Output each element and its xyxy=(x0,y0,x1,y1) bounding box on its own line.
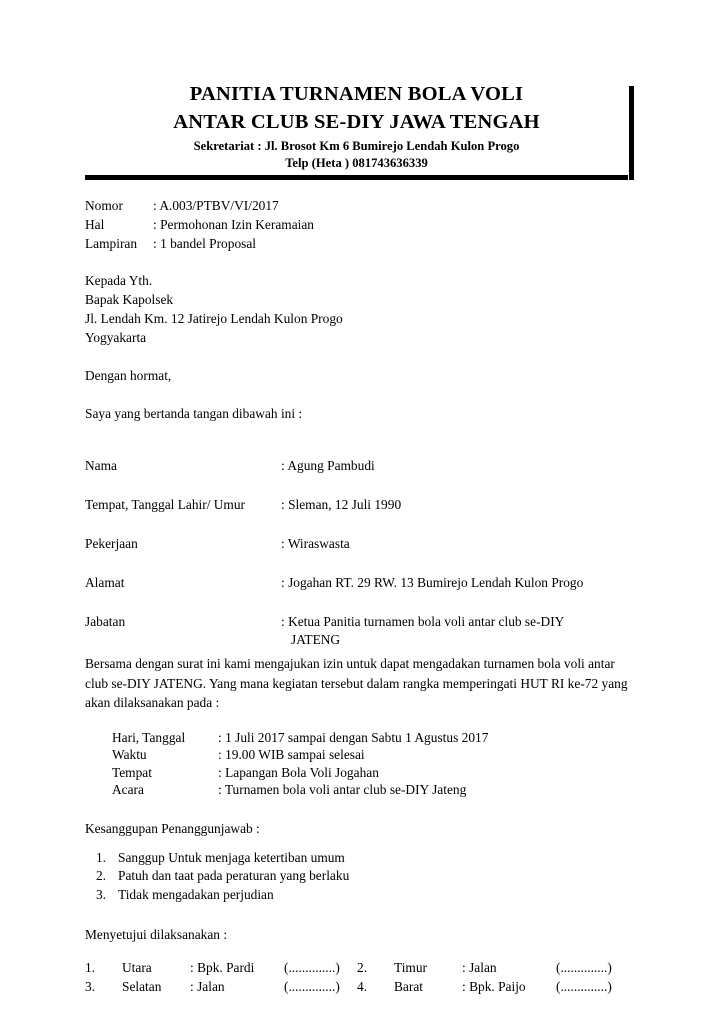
commitment-text-2: Patuh dan taat pada peraturan yang berlaku xyxy=(118,868,350,884)
detail-value-alamat: : Jogahan RT. 29 RW. 13 Bumirejo Lendah Kulon Progo xyxy=(281,575,584,590)
addressee-line-2: Bapak Kapolsek xyxy=(85,292,174,307)
approval-direction-2: Timur xyxy=(394,960,427,976)
detail-row-jabatan xyxy=(85,613,630,649)
addressee-line-4: Yogyakarta xyxy=(85,330,147,345)
approval-num-4: 4. xyxy=(357,979,368,995)
approval-title: Menyetujui dilaksanakan : xyxy=(85,927,228,943)
commitment-number-3: 3. xyxy=(95,886,106,902)
approval-name-4: : Bpk. Paijo xyxy=(462,979,526,995)
commitment-number-1: 1. xyxy=(95,849,106,865)
approval-direction-3: Selatan xyxy=(122,979,162,995)
addressee-block xyxy=(85,271,630,347)
reference-row-lampiran xyxy=(85,234,630,253)
reference-label-nomor: Nomor xyxy=(85,198,123,213)
approval-direction-4: Barat xyxy=(394,979,423,995)
approval-num-1: 1. xyxy=(85,960,96,976)
approval-num-3: 3. xyxy=(85,979,96,995)
letterhead-title-line1: PANITIA TURNAMEN BOLA VOLI xyxy=(189,83,524,105)
list-item xyxy=(85,867,630,886)
schedule-label-acara: Acara xyxy=(112,782,144,798)
schedule-label-tempat: Tempat xyxy=(112,764,152,780)
detail-label-nama: Nama xyxy=(85,458,117,473)
reference-row-nomor xyxy=(85,196,630,215)
approval-signature-dots-1: (..............) xyxy=(284,960,340,976)
approval-name-3: : Jalan xyxy=(190,979,225,995)
reference-row-hal xyxy=(85,215,630,234)
table-row xyxy=(85,958,630,977)
letterhead-phone: Telp (Heta ) 081743636339 xyxy=(285,156,428,171)
approval-cell-4 xyxy=(357,977,629,996)
detail-value-jabatan-line1: : Ketua Panitia turnamen bola voli antar club se-DIY xyxy=(281,614,565,629)
addressee-line-1: Kepada Yth. xyxy=(85,273,153,288)
detail-label-jabatan: Jabatan xyxy=(85,614,126,629)
schedule-value-hari-tanggal: : 1 Juli 2017 sampai dengan Sabtu 1 Agustus 2017 xyxy=(218,729,489,745)
approval-direction-1: Utara xyxy=(122,960,152,976)
approval-name-1: : Bpk. Pardi xyxy=(190,960,255,976)
schedule-row-acara xyxy=(112,781,630,799)
detail-row-nama xyxy=(85,457,630,475)
schedule-row-hari-tanggal xyxy=(112,729,630,747)
addressee-line-3: Jl. Lendah Km. 12 Jatirejo Lendah Kulon Progo xyxy=(85,311,343,326)
letter-body xyxy=(85,196,630,996)
list-item xyxy=(85,849,630,868)
letterhead-secretariat: Sekretariat : Jl. Brosot Km 6 Bumirejo Lendah Kulon Progo xyxy=(193,138,520,153)
schedule-label-waktu: Waktu xyxy=(112,747,147,763)
personal-details-block xyxy=(85,457,630,649)
approval-num-2: 2. xyxy=(357,960,368,976)
detail-label-pekerjaan: Pekerjaan xyxy=(85,536,138,551)
schedule-value-acara: : Turnamen bola voli antar club se-DIY Jateng xyxy=(218,782,467,798)
detail-value-jabatan xyxy=(281,613,630,649)
list-item xyxy=(85,886,630,905)
detail-row-pekerjaan xyxy=(85,535,630,553)
reference-value-lampiran: : 1 bandel Proposal xyxy=(153,236,257,251)
detail-value-jabatan-line2: JATENG xyxy=(291,632,341,647)
reference-value-hal: : Permohonan Izin Keramaian xyxy=(153,217,315,232)
commitment-text-3: Tidak mengadakan perjudian xyxy=(118,886,274,902)
detail-value-nama: : Agung Pambudi xyxy=(281,458,375,473)
commitment-number-2: 2. xyxy=(95,868,106,884)
schedule-label-hari-tanggal: Hari, Tanggal xyxy=(112,729,186,745)
detail-row-tempat-tanggal-lahir xyxy=(85,496,630,514)
approval-cell-3 xyxy=(85,977,357,996)
approval-signature-dots-4: (..............) xyxy=(556,979,612,995)
detail-label-alamat: Alamat xyxy=(85,575,125,590)
detail-row-alamat xyxy=(85,574,630,592)
commitment-text-1: Sanggup Untuk menjaga ketertiban umum xyxy=(118,849,345,865)
schedule-block xyxy=(112,729,630,799)
detail-value-tempat-tanggal-lahir: : Sleman, 12 Juli 1990 xyxy=(281,497,402,512)
commitments-title: Kesanggupan Penanggunjawab : xyxy=(85,820,260,836)
commitments-list xyxy=(85,849,630,905)
detail-value-pekerjaan: : Wiraswasta xyxy=(281,536,350,551)
salutation: Dengan hormat, xyxy=(85,368,172,383)
approval-cell-1 xyxy=(85,958,357,977)
reference-value-nomor: : A.003/PTBV/VI/2017 xyxy=(153,198,279,213)
main-paragraph: Bersama dengan surat ini kami mengajukan izin untuk dapat mengadakan turnamen bola voli antar club se-DIY JATENG. Yang mana kegiatan tersebut dalam rangka memperingati HUT RI ke-72 yang akan dilaksanakan pada : xyxy=(85,656,628,710)
schedule-value-waktu: : 19.00 WIB sampai selesai xyxy=(218,747,365,763)
intro-sentence: Saya yang bertanda tangan dibawah ini : xyxy=(85,406,303,421)
table-row xyxy=(85,977,630,996)
approval-name-2: : Jalan xyxy=(462,960,497,976)
schedule-value-tempat: : Lapangan Bola Voli Jogahan xyxy=(218,764,379,780)
approval-signature-dots-3: (..............) xyxy=(284,979,340,995)
letterhead-title-line2: ANTAR CLUB SE-DIY JAWA TENGAH xyxy=(173,111,540,134)
schedule-row-waktu xyxy=(112,746,630,764)
approval-cell-2 xyxy=(357,958,629,977)
letterhead xyxy=(85,80,628,180)
schedule-row-tempat xyxy=(112,764,630,782)
reference-label-lampiran: Lampiran xyxy=(85,236,138,251)
letterhead-shadow-bar xyxy=(629,86,634,180)
approval-grid xyxy=(85,958,630,996)
detail-label-tempat-tanggal-lahir: Tempat, Tanggal Lahir/ Umur xyxy=(85,497,246,512)
reference-label-hal: Hal xyxy=(85,217,105,232)
reference-block xyxy=(85,196,630,253)
approval-signature-dots-2: (..............) xyxy=(556,960,612,976)
